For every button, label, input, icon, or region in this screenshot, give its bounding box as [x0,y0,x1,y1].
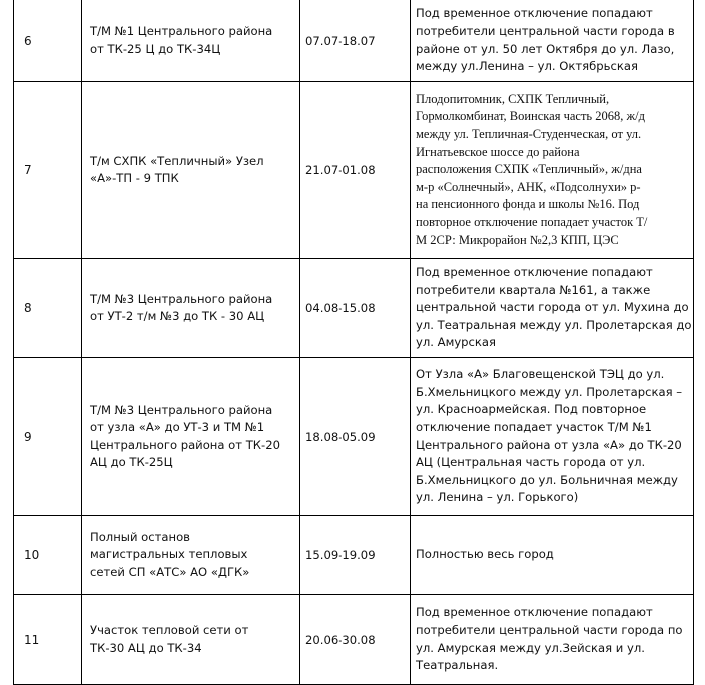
affected-area: Под временное отключение попадают потребители центральной части города по ул. Амурская между ул.Зейская и ул. Театральная. [411,595,694,685]
network-section: Полный останов магистральных тепловых сетей СП «АТС» АО «ДГК» [82,516,300,595]
affected-area: Плодопитомник, СХПК Тепличный, Гормолкомбинат, Воинская часть 2068, ж/д между ул. Тепличная-Студенческая, от ул. Игнатьевское шоссе до района расположения СХПК «Тепличный», ж/дна м-р «Солнечный», АНК, «Подсолнухи» р- на пенсионного фонда и школы №16. Под повторное отключение попадает участок Т/ М 2СР: Микрорайон №2,3 КПП, ЦЭС [411,82,694,259]
outage-period: 18.08-05.09 [300,358,411,516]
outage-period: 20.06-30.08 [300,595,411,685]
table-row [14,358,694,516]
outage-period: 07.07-18.07 [300,0,411,82]
affected-area: Полностью весь город [411,516,694,595]
row-number: 7 [14,82,82,259]
table-row [14,82,694,259]
row-number: 11 [14,595,82,685]
row-number: 10 [14,516,82,595]
outage-period: 04.08-15.08 [300,259,411,358]
affected-area: Под временное отключение попадают потребители центральной части города в районе от ул. 50 лет Октября до ул. Лазо, между ул.Ленина – ул. Октябрьская [411,0,694,82]
network-section: Т/М №3 Центрального района от узла «А» до УТ-3 и ТМ №1 Центрального района от ТК-20 АЦ до ТК-25Ц [82,358,300,516]
table-row [14,0,694,82]
network-section: Т/М №3 Центрального района от УТ-2 т/м №3 до ТК - 30 АЦ [82,259,300,358]
row-number: 6 [14,0,82,82]
outage-period: 15.09-19.09 [300,516,411,595]
affected-area: От Узла «А» Благовещенской ТЭЦ до ул. Б.Хмельницкого между ул. Пролетарская – ул. Красноармейская. Под повторное отключение попадает участок Т/М №1 Центрального района от узла «А» до ТК-20 АЦ (Центральная часть города от ул. Б.Хмельницкого до ул. Больничная между ул. Ленина – ул. Горького) [411,358,694,516]
table-row [14,516,694,595]
outage-schedule-table [13,0,694,685]
network-section: Т/М №1 Центрального района от ТК-25 Ц до ТК-34Ц [82,0,300,82]
table-row [14,595,694,685]
network-section: Т/м СХПК «Тепличный» Узел «А»-ТП - 9 ТПК [82,82,300,259]
row-number: 8 [14,259,82,358]
row-number: 9 [14,358,82,516]
outage-period: 21.07-01.08 [300,82,411,259]
affected-area: Под временное отключение попадают потребители квартала №161, а также центральной части города от ул. Мухина до ул. Театральная между ул. Пролетарская до ул. Амурская [411,259,694,358]
table-row [14,259,694,358]
network-section: Участок тепловой сети от ТК-30 АЦ до ТК-34 [82,595,300,685]
